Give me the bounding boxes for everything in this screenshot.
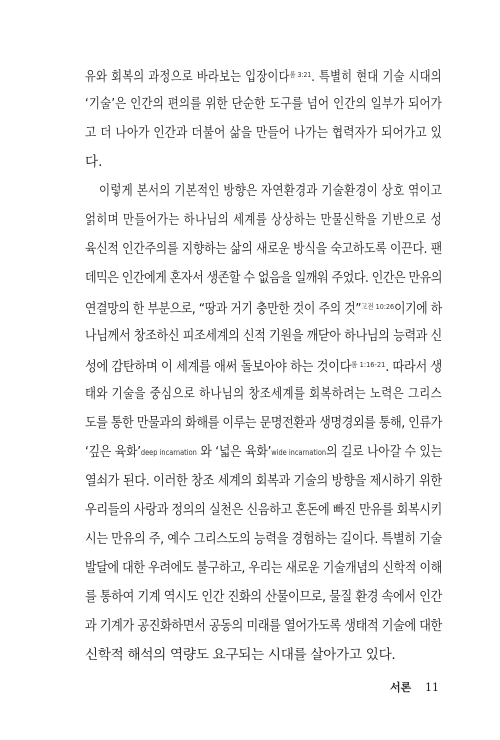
wide-incarnation-en: wide incarnation xyxy=(271,448,327,457)
body-line-8: 데믹은 인간에게 혼자서 생존할 수 없음을 일깨워 주었다. 인간은 만유의 xyxy=(85,270,442,286)
line-9-text: 연결망의 한 부분으로, “땅과 거기 충만한 것이 주의 것” xyxy=(85,301,362,317)
body-line-12: 태와 기술을 중심으로 하나님의 창조세계를 회복하려는 노력은 그리스 xyxy=(85,386,443,402)
body-line-15: 열쇠가 된다. 이러한 창조 세계의 회복과 기술의 방향을 제시하기 위한 xyxy=(85,473,442,489)
body-line-14 xyxy=(0,437,500,467)
running-footer-section: 서론 xyxy=(390,681,412,694)
body-line-17: 시는 만유의 주, 예수 그리스도의 능력을 경험하는 길이다. 특별히 기술 xyxy=(85,531,442,547)
body-line-13: 도를 통한 만물과의 화해를 이루는 문명전환과 생명경외를 통해, 인류가 xyxy=(85,415,442,431)
body-line-5: 이렇게 본서의 기본적인 방향은 자연환경과 기술환경이 상호 엮이고 xyxy=(99,183,442,199)
body-line-16: 우리들의 사랑과 정의의 실천은 신음하고 혼돈에 빠진 만유를 회복시키 xyxy=(85,502,443,518)
scripture-ref-1cor-10-26: 고전 10:26 xyxy=(361,302,395,311)
line-1-after: . 특별히 현대 기술 시대의 xyxy=(311,69,443,85)
body-line-10: 나님께서 창조하신 피조세계의 신적 기원을 깨닫아 하나님의 능력과 신 xyxy=(85,328,442,344)
line-11-after: . 따라서 생 xyxy=(385,359,443,375)
body-line-21: 신학적 해석의 역량도 요구되는 시대를 살아가고 있다. xyxy=(85,647,396,663)
body-line-20: 과 기계가 공진화하면서 공동의 미래를 열어가도록 생태적 기술에 대한 xyxy=(85,618,443,634)
scripture-ref-romans-1-16-21: 롬 1:16-21 xyxy=(351,360,386,369)
line-9-after: 이기에 하 xyxy=(394,301,443,317)
line-14-after: 의 길로 나아갈 수 있는 xyxy=(326,444,442,460)
scripture-ref-romans-3-21: 롬 3:21 xyxy=(289,70,312,79)
body-line-9 xyxy=(0,292,500,322)
line-11-text: 성에 감탄하며 이 세계를 애써 돌보아야 하는 것이다 xyxy=(85,359,352,375)
body-line-4: 다. xyxy=(85,154,103,170)
body-line-19: 를 통하여 기계 역시도 인간 진화의 산물이므로, 물질 환경 속에서 인간 xyxy=(85,589,442,605)
body-line-1 xyxy=(0,60,500,90)
deep-incarnation-en: deep incarnation xyxy=(140,448,197,457)
body-line-6: 얽히며 만들어가는 하나님의 세계를 상상하는 만물신학을 기반으로 성 xyxy=(85,212,442,228)
body-line-7: 육신적 인간주의를 지향하는 삶의 새로운 방식을 숙고하도록 이끈다. 팬 xyxy=(85,241,443,257)
wide-incarnation-ko: ‘넓은 육화’ xyxy=(215,444,272,460)
page-number: 11 xyxy=(425,681,439,694)
body-line-2: ‘기술’은 인간의 편의를 위한 단순한 도구를 넘어 인간의 일부가 되어가 xyxy=(85,96,442,112)
deep-incarnation-ko: ‘깊은 육화’ xyxy=(85,444,141,460)
line-1-text: 유와 회복의 과정으로 바라보는 입장이다 xyxy=(85,69,290,85)
body-line-11 xyxy=(0,350,500,380)
conjunction-wa: 와 xyxy=(200,444,212,460)
body-line-3: 고 더 나아가 인간과 더불어 삶을 만들어 나가는 협력자가 되어가고 있 xyxy=(85,125,442,141)
body-line-18: 발달에 대한 우려에도 불구하고, 우리는 새로운 기술개념의 신학적 이해 xyxy=(85,560,442,576)
